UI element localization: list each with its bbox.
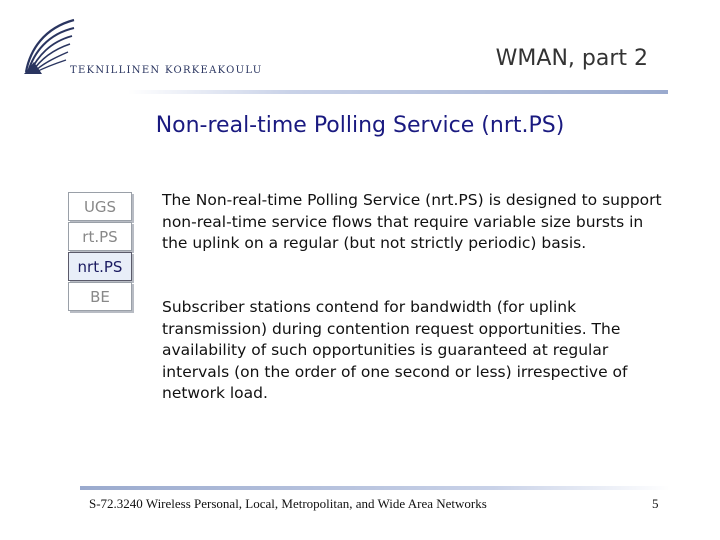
service-class-be: BE [68,282,132,311]
body-paragraph-2: Subscriber stations contend for bandwidth (for uplink transmission) during contention request opportunities. The availability of such opportunities is guaranteed at regular intervals (on the order of one second or less) irrespective of network load. [162,298,628,402]
slide-title: Non-real-time Polling Service (nrt.PS) [155,113,565,138]
service-class-nrtps: nrt.PS [68,252,132,281]
institution-name: TEKNILLINEN KORKEAKOULU [70,65,263,76]
footer-divider [80,486,670,490]
header-title: WMAN, part 2 [495,46,648,71]
footer-course-title: S-72.3240 Wireless Personal, Local, Metropolitan, and Wide Area Networks [89,496,487,511]
page-number: 5 [652,496,659,511]
service-class-stack [68,192,134,312]
service-class-ugs: UGS [68,192,132,221]
body-paragraph-1: The Non-real-time Polling Service (nrt.PS) is designed to support non-real-time service flows that require variable size bursts in the uplink on a regular (but not strictly periodic) basis. [162,191,662,252]
header-divider [128,90,668,94]
service-class-rtps: rt.PS [68,222,132,251]
